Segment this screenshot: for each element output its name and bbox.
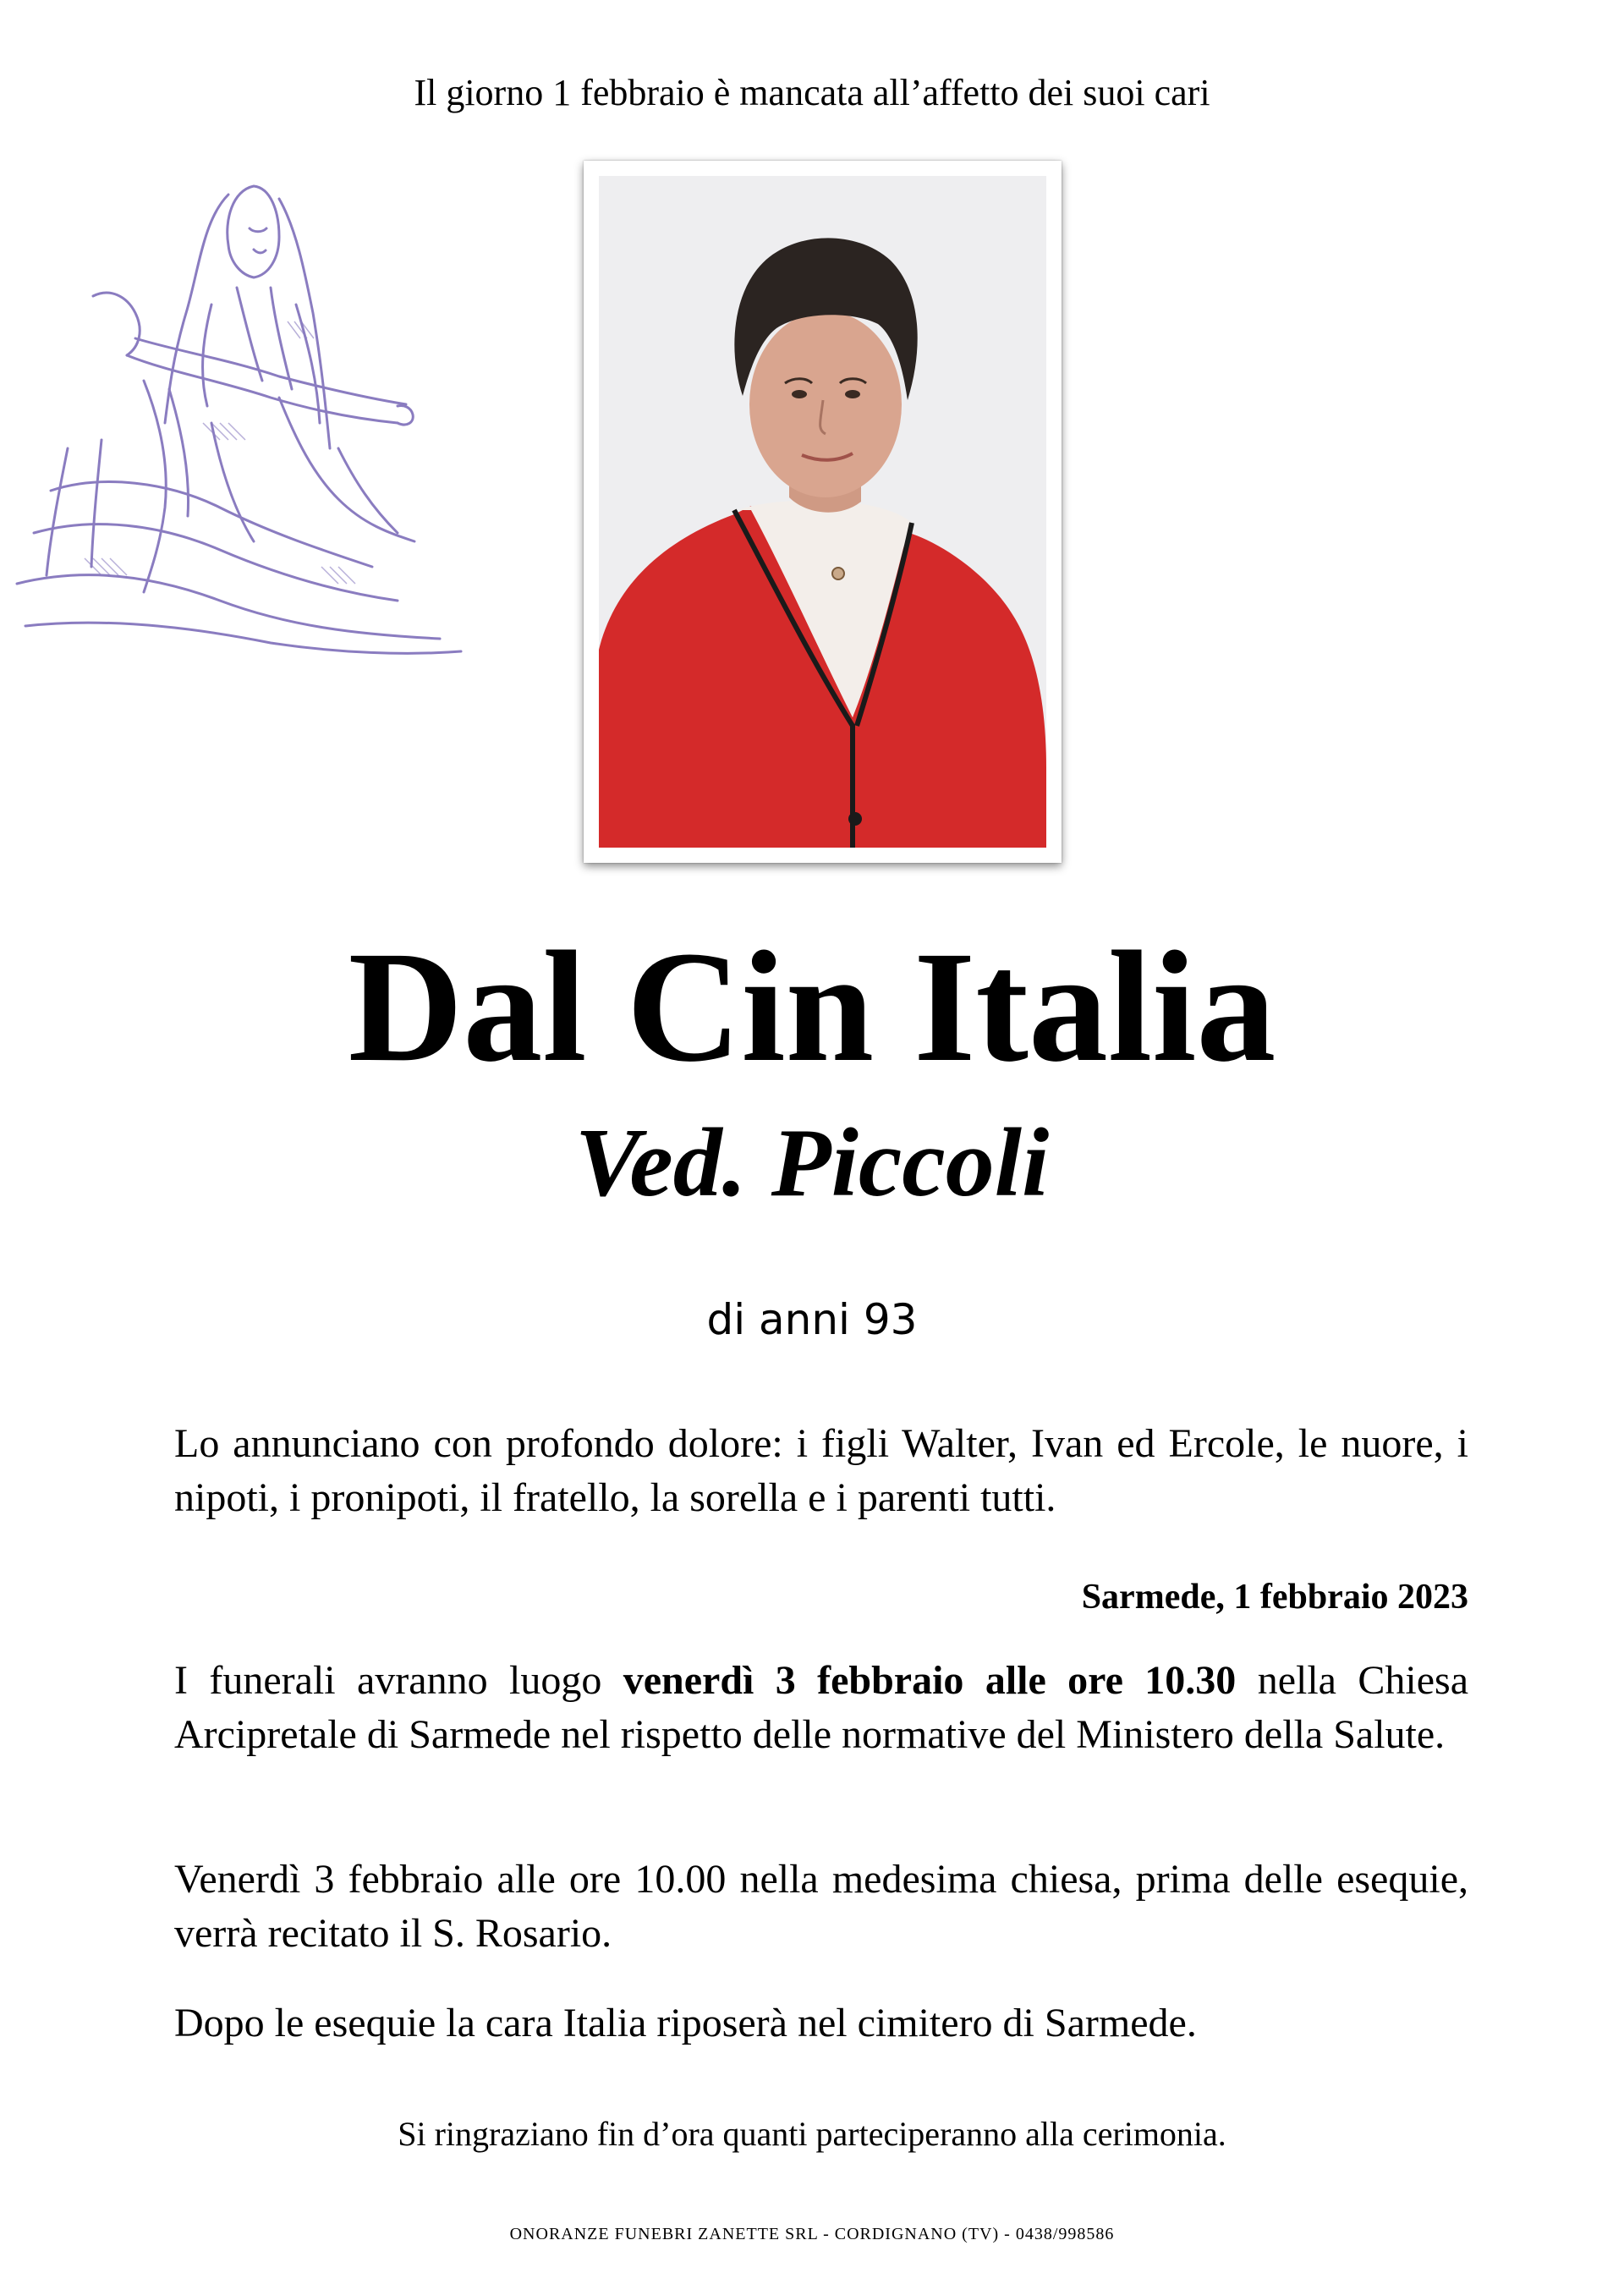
announcement-paragraph: Lo annunciano con profondo dolore: i figli Walter, Ivan ed Ercole, le nuore, i nipoti, i pronipoti, il fratello, la sorella e i parenti tutti.	[174, 1421, 1468, 1520]
portrait-photo-frame	[584, 161, 1062, 863]
header-line: Il giorno 1 febbraio è mancata all’affetto dei suoi cari	[414, 72, 1210, 113]
place-date: Sarmede, 1 febbraio 2023	[1081, 1578, 1468, 1617]
burial-paragraph: Dopo le esequie la cara Italia riposerà nel cimitero di Sarmede.	[174, 2001, 1197, 2045]
rosary-paragraph: Venerdì 3 febbraio alle ore 10.00 nella medesima chiesa, prima delle esequie, verrà recitato il S. Rosario.	[174, 1857, 1468, 1956]
widow-name: Ved. Piccoli	[574, 1109, 1050, 1217]
deceased-name: Dal Cin Italia	[348, 918, 1276, 1095]
thanks-line: Si ringraziano fin d’ora quanti parteciperanno alla cerimonia.	[398, 2115, 1226, 2153]
funeral-paragraph	[174, 1654, 1468, 1762]
age-text: di anni 93	[706, 1295, 918, 1344]
funeral-date-time: venerdì 3 febbraio alle ore 10.30	[623, 1658, 1237, 1703]
funeral-text-before: I funerali avranno luogo	[174, 1658, 623, 1703]
portrait-photo	[599, 176, 1046, 848]
funeral-text-after: nella Chiesa Arcipretale di Sarmede nel rispetto delle normative del Ministero della Salute.	[174, 1658, 1469, 1757]
funeral-home-footer: ONORANZE FUNEBRI ZANETTE SRL - CORDIGNANO (TV) - 0438/998586	[509, 2225, 1115, 2243]
pieta-illustration	[0, 169, 478, 660]
